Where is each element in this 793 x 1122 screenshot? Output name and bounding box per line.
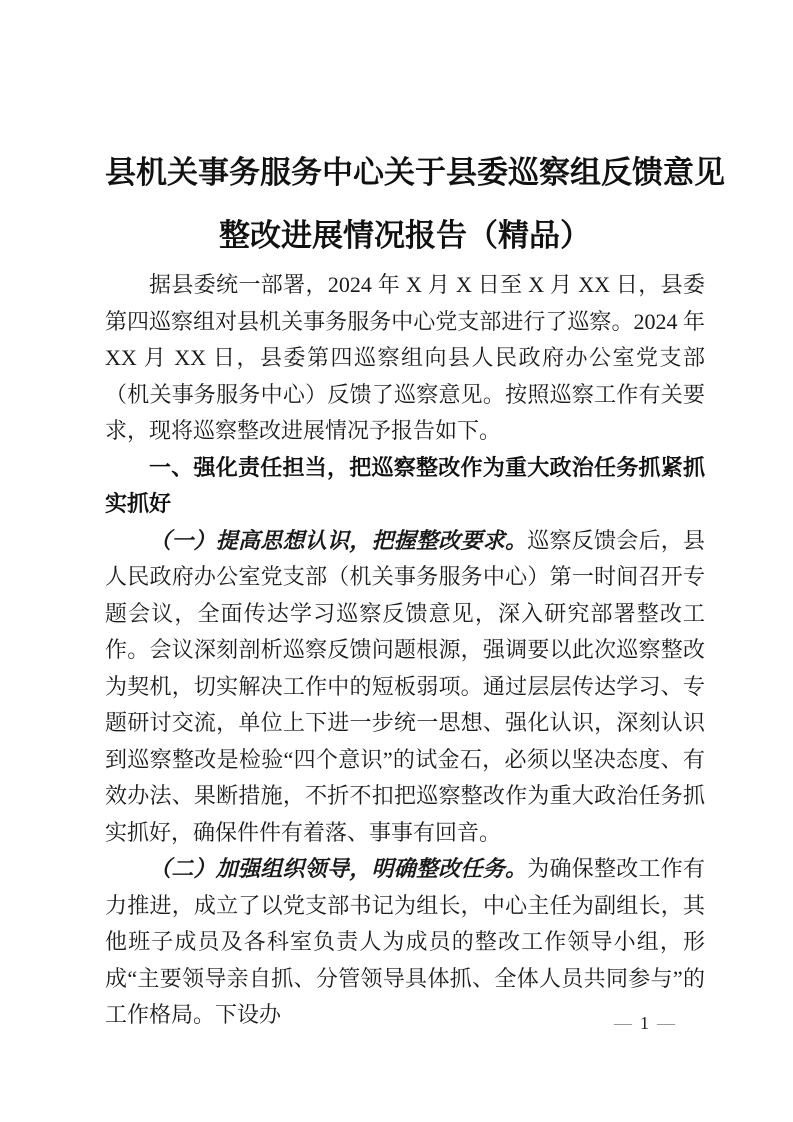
paragraph-2-body-text: 为确保整改工作有力推进，成立了以党支部书记为组长，中心主任为副组长，其他班子成员及各科室负责人为成员的整改工作领导小组，形成“主要领导亲自抓、分管领导具体抓、全体人员共同参与”的工作格局。下设办 bbox=[105, 856, 706, 1027]
intro-paragraph: 据县委统一部署，2024 年 X 月 X 日至 X 月 XX 日，县委第四巡察组对县机关事务服务中心党支部进行了巡察。2024 年 XX 月 XX 日，县委第四巡察组向县人民政府办公室党支部（机关事务服务中心）反馈了巡察意见。按照巡察工作有关要求，现将巡察整改进展情况予报告如下。 bbox=[105, 272, 705, 443]
page-number-dash-left: — bbox=[614, 1013, 633, 1033]
page-number-value: 1 bbox=[640, 1013, 650, 1033]
document-content bbox=[105, 0, 725, 1034]
document-title-line-2: 整改进展情况报告（精品） bbox=[219, 218, 591, 253]
document-title bbox=[105, 141, 725, 267]
paragraph-2-lead-in: （二）加强组织领导，明确整改任务。 bbox=[149, 856, 528, 881]
page-number-dash-right: — bbox=[657, 1013, 676, 1033]
section-1-paragraph-1 bbox=[105, 523, 705, 852]
paragraph-1-body-text: 巡察反馈会后，县人民政府办公室党支部（机关事务服务中心）第一时间召开专题会议，全面传达学习巡察反馈意见，深入研究部署整改工作。会议深刻剖析巡察反馈问题根源，强调要以此次巡察整改为契机，切实解决工作中的短板弱项。通过层层传达学习、专题研讨交流，单位上下进一步统一思想、强化认识，深刻认识到巡察整改是检验“四个意识”的试金石，必须以坚决态度、有效办法、果断措施，不折不扣把巡察整改作为重大政治任务抓实抓好，确保件件有着落、事事有回音。 bbox=[105, 527, 706, 845]
page-number bbox=[607, 1010, 683, 1036]
section-1-paragraph-2 bbox=[105, 851, 705, 1034]
paragraph-1-lead-in: （一）提高思想认识，把握整改要求。 bbox=[149, 527, 528, 553]
document-title-line-1: 县机关事务服务中心关于县委巡察组反馈意见 bbox=[105, 155, 725, 190]
section-1-heading: 一、强化责任担当，把巡察整改作为重大政治任务抓紧抓实抓好 bbox=[105, 454, 705, 516]
